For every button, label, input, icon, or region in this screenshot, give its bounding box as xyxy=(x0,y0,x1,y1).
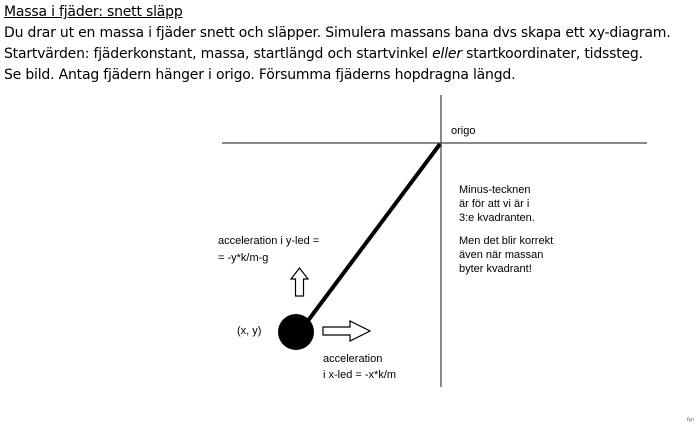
paragraph-line-3: Se bild. Antag fjädern hänger i origo. Försumma fjäderns hopdragna längd. xyxy=(4,67,516,83)
line-2-italic-word: eller xyxy=(432,46,462,62)
mass-coordinate-label: (x, y) xyxy=(237,325,262,337)
arrow-up-icon xyxy=(291,268,308,296)
note-line-5: även när massan xyxy=(459,249,544,261)
document-title: Massa i fjäder: snett släpp xyxy=(4,4,183,20)
origin-label: origo xyxy=(451,125,476,137)
accel-x-label-line-1: acceleration xyxy=(323,353,383,365)
mass-ball xyxy=(278,314,314,350)
note-line-1: Minus-tecknen xyxy=(459,184,531,196)
line-2-text-start: Startvärden: fjäderkonstant, massa, startlängd och startvinkel xyxy=(4,46,433,62)
accel-y-label-line-2: = -y*k/m-g xyxy=(218,252,269,264)
accel-x-label-line-2: i x-led = -x*k/m xyxy=(323,369,397,381)
note-line-2: är för att vi är i xyxy=(459,198,530,210)
paragraph-line-1: Du drar ut en massa i fjäder snett och släpper. Simulera massans bana dvs skapa ett xy-diagram. xyxy=(4,25,671,41)
line-2-text-end: startkoordinater, tidssteg. xyxy=(461,46,643,62)
accel-y-label-line-1: acceleration i y-led = xyxy=(218,235,320,247)
corner-mark: Fyri xyxy=(686,417,694,422)
note-line-3: 3:e kvadranten. xyxy=(459,212,535,224)
arrow-right-icon xyxy=(323,321,370,341)
note-line-6: byter kvadrant! xyxy=(459,263,532,275)
note-line-4: Men det blir korrekt xyxy=(459,235,554,247)
spring-line xyxy=(301,144,440,330)
